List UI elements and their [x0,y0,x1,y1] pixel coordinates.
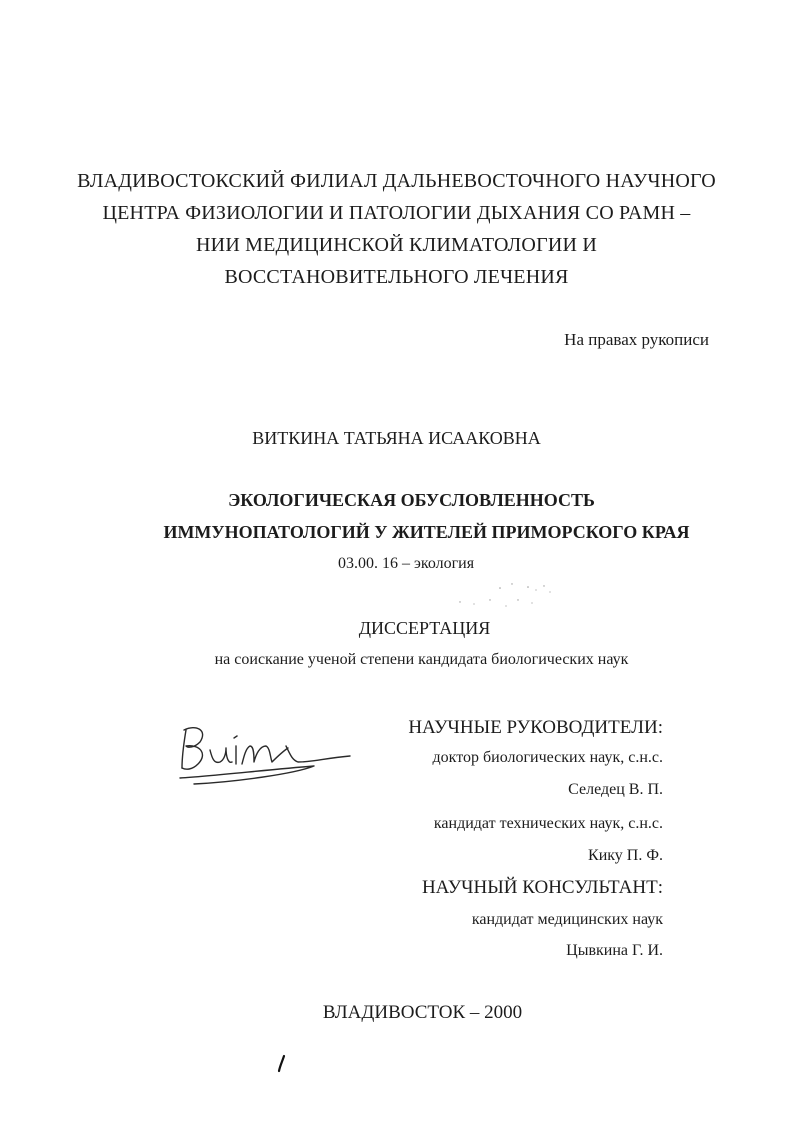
degree-line: на соискание ученой степени кандидата биологических наук [214,651,629,668]
institution-line-1: ВЛАДИВОСТОКСКИЙ ФИЛИАЛ ДАЛЬНЕВОСТОЧНОГО НАУЧНОГО [77,170,716,192]
consultant-heading: НАУЧНЫЙ КОНСУЛЬТАНТ: [421,877,663,898]
supervisor-1-degree: доктор биологических наук, с.н.с. [432,749,663,766]
supervisor-2-name: Кику П. Ф. [588,847,663,864]
dissertation-title-line-1: ЭКОЛОГИЧЕСКАЯ ОБУСЛОВЛЕННОСТЬ [228,490,595,510]
consultant-name: Цывкина Г. И. [566,942,663,959]
signature-mark [174,716,364,796]
work-type-label: ДИССЕРТАЦИЯ [358,618,491,638]
author-name: ВИТКИНА ТАТЬЯНА ИСААКОВНА [252,428,541,448]
institution-line-3: НИИ МЕДИЦИНСКОЙ КЛИМАТОЛОГИИ И [196,234,597,256]
dissertation-title-line-2: ИММУНОПАТОЛОГИЙ У ЖИТЕЛЕЙ ПРИМОРСКОГО КРАЯ [163,522,690,542]
ink-speck [272,1052,292,1076]
rights-note: На правах рукописи [564,330,709,349]
supervisors-heading: НАУЧНЫЕ РУКОВОДИТЕЛИ: [408,717,663,738]
institution-line-2: ЦЕНТРА ФИЗИОЛОГИИ И ПАТОЛОГИИ ДЫХАНИЯ СО РАМН – [102,202,691,224]
specialty-code: 03.00. 16 – экология [338,555,475,572]
supervisor-1-name: Селедец В. П. [568,781,663,798]
institution-line-4: ВОССТАНОВИТЕЛЬНОГО ЛЕЧЕНИЯ [224,266,569,288]
consultant-degree: кандидат медицинских наук [471,911,663,928]
scan-noise [440,578,570,614]
city-year: ВЛАДИВОСТОК – 2000 [322,1002,523,1023]
supervisor-2-degree: кандидат технических наук, с.н.с. [433,815,663,832]
